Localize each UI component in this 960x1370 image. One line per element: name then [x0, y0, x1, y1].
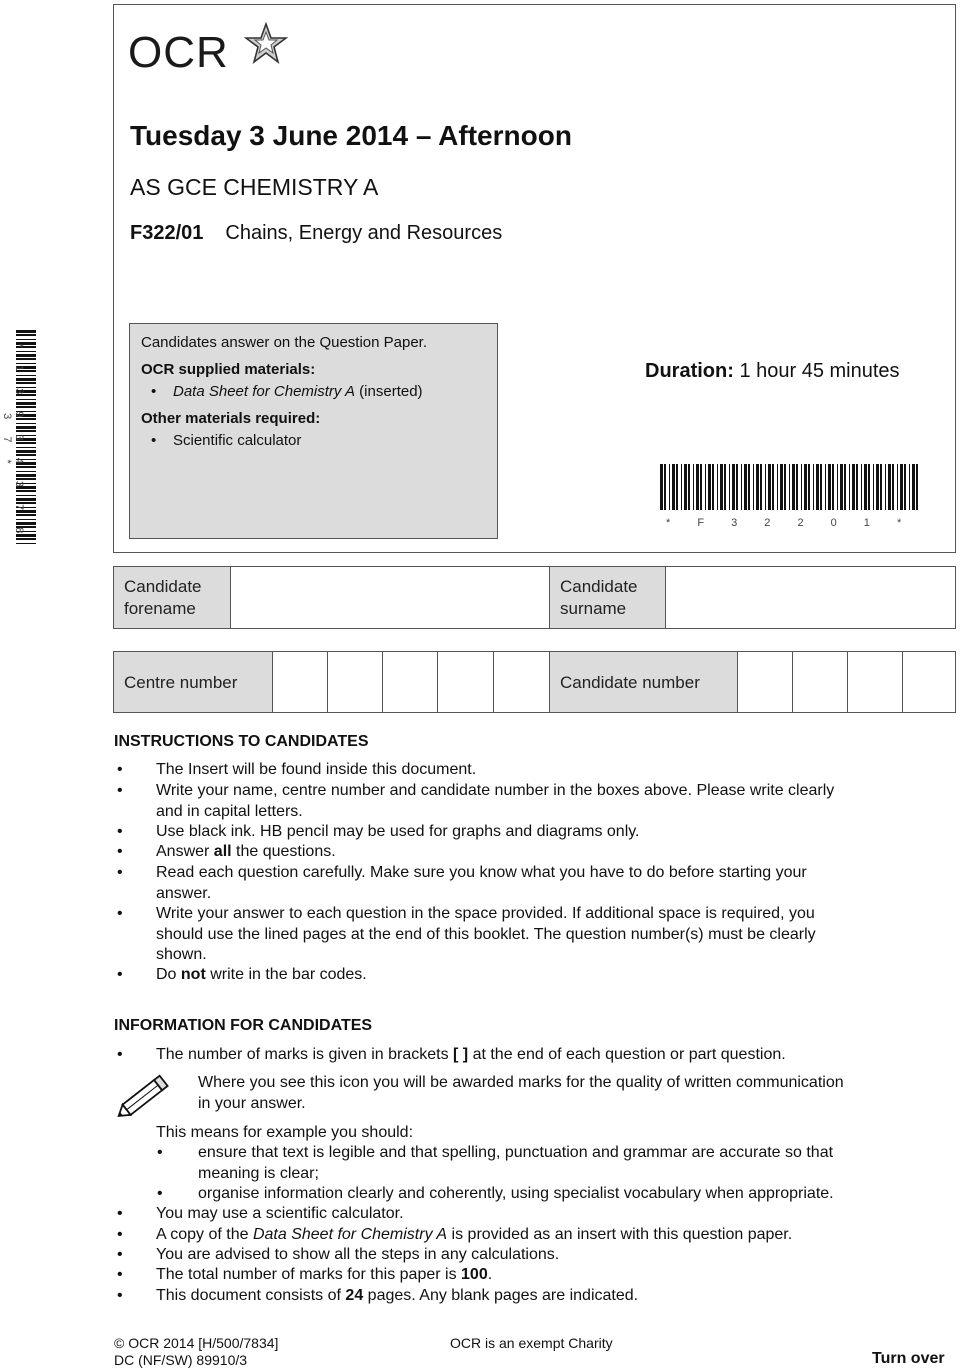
- supplied-item-note: (inserted): [355, 383, 423, 400]
- other-heading: Other materials required:: [141, 410, 321, 427]
- instruction-7-post: write in the bar codes.: [205, 966, 367, 983]
- barcode-bar: [777, 464, 778, 510]
- barcode-bar: [808, 464, 810, 510]
- bullet: •: [157, 1144, 163, 1161]
- barcode-bar: [780, 464, 783, 510]
- centre-number-label: Centre number: [124, 673, 238, 692]
- info-1: [156, 1045, 946, 1066]
- turn-over: Turn over: [872, 1350, 945, 1367]
- pencil-icon: [112, 1068, 178, 1124]
- forename-label-cell: [114, 567, 231, 628]
- paper-code: F322/01: [130, 222, 204, 244]
- barcode-bar: [784, 464, 786, 510]
- duration: [645, 360, 900, 383]
- ocr-logo: [128, 28, 229, 78]
- barcode-bar: [696, 464, 699, 510]
- footer-left: [114, 1335, 278, 1369]
- bullet: •: [117, 864, 123, 881]
- barcode-bar: [756, 464, 759, 510]
- bullet: •: [117, 1226, 123, 1243]
- barcode-bar: [664, 464, 666, 510]
- barcode-right-text: * F 3 2 2 0 1 *: [666, 517, 914, 529]
- barcode-bar: [736, 464, 738, 510]
- barcode-bar: [748, 464, 750, 510]
- paper-code-line: [130, 222, 502, 245]
- info-6-pre: This document consists of: [156, 1287, 346, 1304]
- barcode-bar: [732, 464, 735, 510]
- barcode-bar: [789, 464, 790, 510]
- barcode-bar: [825, 464, 826, 510]
- number-row: [113, 651, 956, 713]
- duration-label: Duration:: [645, 360, 734, 382]
- materials-box: [129, 323, 498, 539]
- footer-copyright: © OCR 2014 [H/500/7834]: [114, 1335, 279, 1351]
- qwc-line-1: Where you see this icon you will be awarded marks for the quality of written communication: [198, 1074, 844, 1091]
- barcode-bar: [864, 464, 867, 510]
- info-5-bold: 100: [461, 1266, 488, 1283]
- instruction-3: Use black ink. HB pencil may be used for graphs and diagrams only.: [156, 823, 640, 840]
- info-4: You are advised to show all the steps in any calculations.: [156, 1246, 560, 1263]
- bullet: •: [157, 1185, 163, 1202]
- info-5: [156, 1265, 946, 1286]
- exam-date: Tuesday 3 June 2014 – Afternoon: [130, 120, 572, 151]
- surname-label-1: Candidate: [560, 577, 638, 596]
- supplied-heading: OCR supplied materials:: [141, 361, 316, 378]
- barcode-bar: [684, 464, 687, 510]
- barcode-bar: [804, 464, 807, 510]
- barcode-bar: [840, 464, 843, 510]
- barcode-bar: [705, 464, 706, 510]
- barcode-bar: [916, 464, 918, 510]
- instruction-4-post: the questions.: [231, 843, 336, 860]
- candidate-number-label: Candidate number: [560, 673, 700, 692]
- bullet: •: [117, 1046, 123, 1063]
- candidate-name-row: [113, 566, 956, 629]
- instruction-7-pre: Do: [156, 966, 181, 983]
- info-3: [156, 1225, 946, 1246]
- footer-charity: OCR is an exempt Charity: [450, 1335, 613, 1351]
- info-1-bold: [ ]: [453, 1046, 469, 1063]
- instruction-5-line-1: Read each question carefully. Make sure you know what you have to do before starting your: [156, 864, 807, 881]
- candidate-number-box-3[interactable]: [848, 652, 903, 712]
- barcode-bar: [873, 464, 874, 510]
- subject-title: AS GCE CHEMISTRY A: [130, 174, 379, 200]
- sub-item-1-line-1: ensure that text is legible and that spelling, punctuation and grammar are accurate so that: [198, 1144, 834, 1161]
- candidate-number-label-cell: [549, 652, 738, 712]
- instruction-6-line-3: shown.: [156, 946, 207, 963]
- info-1-pre: The number of marks is given in brackets: [156, 1046, 454, 1063]
- barcode-bar: [828, 464, 831, 510]
- barcode-bar: [681, 464, 682, 510]
- barcode-bar: [741, 464, 742, 510]
- bullet: •: [117, 905, 123, 922]
- candidate-number-box-1[interactable]: [737, 652, 793, 712]
- candidate-number-box-2[interactable]: [793, 652, 848, 712]
- barcode-bar: [720, 464, 723, 510]
- barcode-bar: [868, 464, 870, 510]
- instruction-1: The Insert will be found inside this document.: [156, 761, 477, 778]
- barcode-bar: [760, 464, 762, 510]
- barcode-bar: [801, 464, 802, 510]
- instruction-2: [156, 781, 946, 822]
- barcode-bar: [772, 464, 774, 510]
- barcode-bar: [904, 464, 906, 510]
- supplied-item: [141, 383, 486, 400]
- barcode-bar: [849, 464, 850, 510]
- surname-field[interactable]: [665, 567, 955, 628]
- barcode-bar: [852, 464, 855, 510]
- bullet: •: [117, 823, 123, 840]
- barcode-bar: [676, 464, 678, 510]
- bullet: •: [117, 1266, 123, 1283]
- instruction-2-line-2: and in capital letters.: [156, 802, 303, 820]
- barcode-bar: [816, 464, 819, 510]
- centre-number-box-2[interactable]: [328, 652, 383, 712]
- instruction-4: [156, 842, 946, 863]
- barcode-bar: [832, 464, 834, 510]
- barcode-bar: [753, 464, 754, 510]
- star-icon: [244, 22, 288, 66]
- surname-label-2: surname: [560, 599, 627, 618]
- barcode-bar: [880, 464, 882, 510]
- barcode-right: [660, 464, 920, 529]
- barcode-bar: [892, 464, 894, 510]
- logo-text: OCR: [128, 28, 229, 77]
- forename-field[interactable]: [231, 567, 549, 628]
- info-1-post: at the end of each question or part question.: [468, 1046, 786, 1063]
- barcode-bar: [876, 464, 879, 510]
- barcode-bar: [765, 464, 766, 510]
- instruction-4-bold: all: [213, 843, 232, 860]
- centre-number-box-5[interactable]: [494, 652, 548, 712]
- instruction-5: [156, 863, 946, 904]
- barcode-bar: [724, 464, 726, 510]
- barcode-bar: [672, 464, 675, 510]
- surname-label-cell: [549, 567, 666, 628]
- info-3-post: is provided as an insert with this question paper.: [447, 1226, 793, 1243]
- barcode-left: [2, 330, 38, 544]
- qwc-text: [198, 1073, 948, 1114]
- barcode-bar: [856, 464, 858, 510]
- instruction-6: [156, 904, 946, 966]
- qwc-line-2: in your answer.: [198, 1094, 306, 1112]
- barcode-bar: [660, 464, 663, 510]
- forename-label-1: Candidate: [124, 577, 202, 596]
- instruction-6-line-2: should use the lined pages at the end of this booklet. The question number(s) must be clearly: [156, 925, 816, 943]
- footer-dc-code: DC (NF/SW) 89910/3: [114, 1352, 248, 1368]
- paper-title: Chains, Energy and Resources: [225, 222, 503, 244]
- instruction-6-line-1: Write your answer to each question in the space provided. If additional space is required, you: [156, 905, 815, 922]
- barcode-bar: [820, 464, 822, 510]
- barcode-bar: [844, 464, 846, 510]
- info-6: [156, 1286, 946, 1307]
- instructions-heading: INSTRUCTIONS TO CANDIDATES: [114, 733, 369, 750]
- duration-value: 1 hour 45 minutes: [733, 360, 900, 382]
- barcode-bar: [712, 464, 714, 510]
- bullet: •: [117, 782, 123, 799]
- barcode-left-text: * 1 3 9 3 4 3 7 8 3 7 *: [1, 343, 25, 541]
- forename-label: [114, 567, 230, 629]
- sub-item-1: [198, 1143, 948, 1184]
- centre-number-label-cell: [114, 652, 273, 712]
- sub-item-1-line-2: meaning is clear;: [198, 1164, 319, 1182]
- info-5-post: .: [487, 1266, 493, 1283]
- instruction-7-bold: not: [180, 966, 206, 983]
- bullet: •: [117, 761, 123, 778]
- bullet: •: [117, 966, 123, 983]
- info-6-post: pages. Any blank pages are indicated.: [363, 1287, 639, 1304]
- barcode-bar: [813, 464, 814, 510]
- bullet: •: [117, 1205, 123, 1222]
- bullet: •: [117, 1246, 123, 1263]
- info-5-pre: The total number of marks for this paper is: [156, 1266, 462, 1283]
- means-text: This means for example you should:: [156, 1124, 414, 1141]
- info-3-pre: A copy of the: [156, 1226, 253, 1243]
- forename-label-2: forename: [124, 599, 196, 618]
- instruction-7: [156, 965, 946, 986]
- instruction-5-line-2: answer.: [156, 884, 212, 902]
- information-heading: INFORMATION FOR CANDIDATES: [114, 1017, 373, 1034]
- barcode-bar: [900, 464, 903, 510]
- barcode-bar: [796, 464, 798, 510]
- supplied-item-title: Data Sheet for Chemistry A: [173, 383, 356, 400]
- barcode-bar: [708, 464, 711, 510]
- barcode-bar: [888, 464, 891, 510]
- barcode-bar: [669, 464, 670, 510]
- other-item: • Scientific calculator: [141, 432, 486, 449]
- barcode-bar: [16, 330, 36, 333]
- info-2: You may use a scientific calculator.: [156, 1205, 404, 1222]
- instruction-2-line-1: Write your name, centre number and candidate number in the boxes above. Please write clearly: [156, 782, 835, 799]
- barcode-bar: [909, 464, 910, 510]
- barcode-bar: [912, 464, 915, 510]
- barcode-bar: [885, 464, 886, 510]
- info-3-title: Data Sheet for Chemistry A: [252, 1226, 448, 1243]
- barcode-bar: [688, 464, 690, 510]
- barcode-bar: [837, 464, 838, 510]
- barcode-bar: [693, 464, 694, 510]
- centre-number-box-1[interactable]: [273, 652, 328, 712]
- sub-item-2: organise information clearly and coherently, using specialist vocabulary when appropriate.: [198, 1185, 834, 1202]
- centre-number-box-3[interactable]: [383, 652, 438, 712]
- surname-label: [550, 567, 665, 629]
- barcode-bar: [897, 464, 898, 510]
- answer-note: Candidates answer on the Question Paper.: [141, 334, 428, 351]
- barcode-bar: [700, 464, 702, 510]
- centre-number-box-4[interactable]: [438, 652, 494, 712]
- barcode-bar: [717, 464, 718, 510]
- bullet: •: [117, 843, 123, 860]
- barcode-bar: [768, 464, 771, 510]
- barcode-bar: [729, 464, 730, 510]
- instruction-4-pre: Answer: [156, 843, 214, 860]
- barcode-bar: [792, 464, 795, 510]
- info-6-bold: 24: [345, 1287, 364, 1304]
- barcode-bar: [744, 464, 747, 510]
- barcode-right-bars: [660, 464, 920, 510]
- candidate-number-box-4[interactable]: [903, 652, 955, 712]
- bullet: •: [117, 1287, 123, 1304]
- barcode-bar: [861, 464, 862, 510]
